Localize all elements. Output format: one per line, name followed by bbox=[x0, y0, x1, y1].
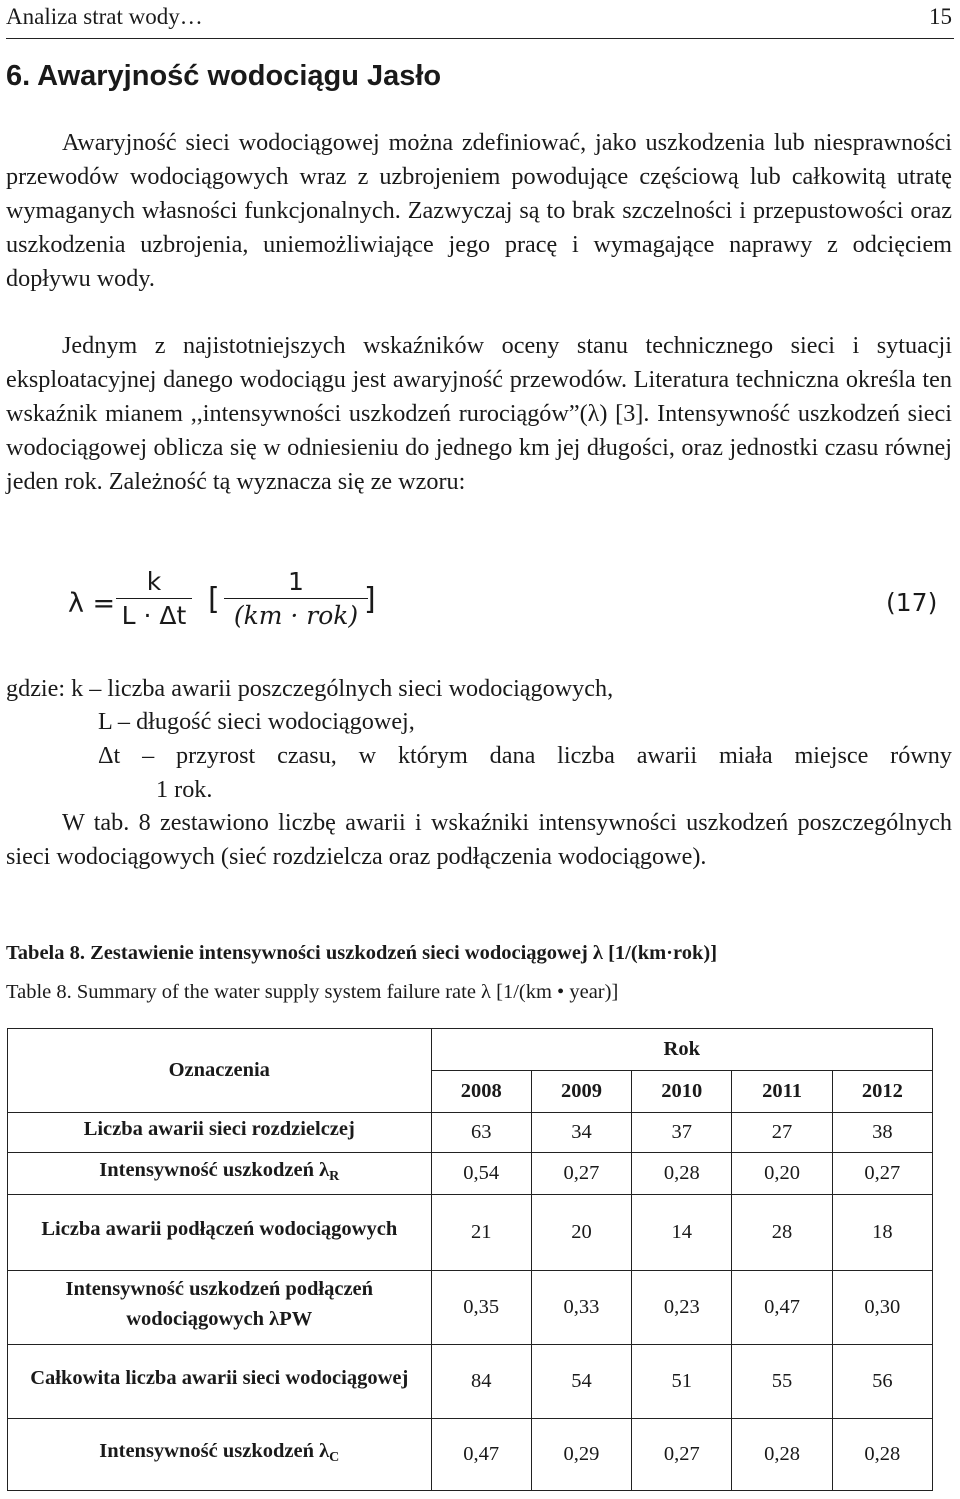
page-number: 15 bbox=[929, 4, 952, 29]
table-cell: 63 bbox=[431, 1113, 531, 1153]
definition-dt-cont: 1 rok. bbox=[156, 776, 213, 803]
table-cell: 21 bbox=[431, 1195, 531, 1271]
unit-bracket-close: ] bbox=[364, 582, 376, 617]
table-cell: 0,35 bbox=[431, 1271, 531, 1345]
table-cell: 34 bbox=[531, 1113, 631, 1153]
table-caption-en: Table 8. Summary of the water supply system failure rate λ [1/(km • year)] bbox=[6, 981, 619, 1003]
table-cell: 55 bbox=[732, 1345, 832, 1419]
formula-fraction-main bbox=[116, 566, 192, 633]
definition-dt: Δt – przyrost czasu, w którym dana liczba awarii miała miejsce równy bbox=[98, 742, 952, 769]
header-rok: Rok bbox=[431, 1029, 932, 1071]
table-row bbox=[8, 1113, 933, 1153]
definition-l: L – długość sieci wodociągowej, bbox=[98, 708, 415, 735]
table-row bbox=[8, 1345, 933, 1419]
unit-bracket-open: [ bbox=[208, 582, 220, 617]
table-cell: 28 bbox=[732, 1195, 832, 1271]
year-cell: 2008 bbox=[431, 1071, 531, 1113]
table-cell: 14 bbox=[632, 1195, 732, 1271]
table-cell: 0,27 bbox=[832, 1153, 932, 1195]
table-cell: 0,27 bbox=[632, 1419, 732, 1491]
table-cell: 20 bbox=[531, 1195, 631, 1271]
table-cell: 0,27 bbox=[531, 1153, 631, 1195]
unit-denominator: (km · rok) bbox=[233, 601, 359, 630]
table-cell: 0,20 bbox=[732, 1153, 832, 1195]
table-cell: 54 bbox=[531, 1345, 631, 1419]
table-cell: 0,28 bbox=[632, 1153, 732, 1195]
table-cell: 0,28 bbox=[732, 1419, 832, 1491]
running-title: Analiza strat wody… bbox=[6, 4, 203, 29]
table-cell: 0,28 bbox=[832, 1419, 932, 1491]
paragraph-definition: Awaryjność sieci wodociągowej można zdefiniować, jako uszkodzenia lub niesprawności przewodów wodociągowych wraz z uzbrojeniem powodujące częściową lub całkowitą utratę wymaganych własności funkcjonalnych. Zazwyczaj są to brak szczelności i przepustowości oraz uszkodzenia uzbrojenia, uniemożliwiające jego pracę i wymagające naprawy z odcięciem dopływu wody. bbox=[6, 129, 952, 292]
table-cell: 0,47 bbox=[732, 1271, 832, 1345]
failure-rate-table bbox=[7, 1028, 933, 1491]
formula-17 bbox=[60, 562, 960, 642]
table-cell: 84 bbox=[431, 1345, 531, 1419]
year-cell: 2011 bbox=[732, 1071, 832, 1113]
year-cell: 2012 bbox=[832, 1071, 932, 1113]
table-cell: 27 bbox=[732, 1113, 832, 1153]
row-label: Liczba awarii podłączeń wodociągowych bbox=[8, 1195, 432, 1271]
table-row bbox=[8, 1153, 933, 1195]
table-row bbox=[8, 1195, 933, 1271]
definition-k: gdzie: k – liczba awarii poszczególnych sieci wodociągowych, bbox=[6, 675, 614, 702]
table-row bbox=[8, 1419, 933, 1491]
table-cell: 0,54 bbox=[431, 1153, 531, 1195]
row-label: Intensywność uszkodzeń $\lambda_C$ bbox=[8, 1419, 432, 1491]
section-heading: 6. Awaryjność wodociągu Jasło bbox=[6, 60, 442, 92]
year-cell: 2009 bbox=[531, 1071, 631, 1113]
formula-fraction-unit bbox=[224, 566, 368, 633]
formula-lhs: λ = bbox=[68, 588, 116, 619]
table-cell: 0,30 bbox=[832, 1271, 932, 1345]
table-cell: 56 bbox=[832, 1345, 932, 1419]
table-cell: 38 bbox=[832, 1113, 932, 1153]
table-cell: 51 bbox=[632, 1345, 732, 1419]
equation-number: (17) bbox=[886, 588, 938, 617]
table-cell: 0,29 bbox=[531, 1419, 631, 1491]
table-cell: 0,33 bbox=[531, 1271, 631, 1345]
year-cell: 2010 bbox=[632, 1071, 732, 1113]
row-label: Intensywność uszkodzeń podłączeń wodociągowych λPW bbox=[8, 1271, 432, 1345]
table-cell: 37 bbox=[632, 1113, 732, 1153]
paragraph-table-intro: W tab. 8 zestawiono liczbę awarii i wskaźniki intensywności uszkodzeń poszczególnych sieci wodociągowych (sieć rozdzielcza oraz podłączenia wodociągowe). bbox=[6, 809, 952, 870]
row-label: Intensywność uszkodzeń $\lambda_R$ bbox=[8, 1153, 432, 1195]
fraction-numerator: k bbox=[146, 567, 162, 596]
table-cell: 0,23 bbox=[632, 1271, 732, 1345]
table-caption-pl: Tabela 8. Zestawienie intensywności uszkodzeń sieci wodociągowej λ [1/(km·rok)] bbox=[6, 942, 718, 964]
table-cell: 0,47 bbox=[431, 1419, 531, 1491]
row-label: Liczba awarii sieci rozdzielczej bbox=[8, 1113, 432, 1153]
page-header bbox=[6, 2, 954, 39]
table-header-row bbox=[8, 1029, 933, 1071]
paragraph-indicator: Jednym z najistotniejszych wskaźników oceny stanu technicznego sieci i sytuacji eksploatacyjnej danego wodociągu jest awaryjność przewodów. Literatura techniczna określa ten wskaźnik mianem ,,intensywności uszkodzeń rurociągów”(λ) [3]. Intensywność uszkodzeń sieci wodociągowej oblicza się w odniesieniu do jednego km jej długości, oraz jednostki czasu równej jeden rok. Zależność tą wyznacza się ze wzoru: bbox=[6, 332, 952, 495]
table-cell: 18 bbox=[832, 1195, 932, 1271]
table-row bbox=[8, 1271, 933, 1345]
row-label: Całkowita liczba awarii sieci wodociągowej bbox=[8, 1345, 432, 1419]
unit-numerator: 1 bbox=[288, 567, 304, 596]
fraction-denominator: L · Δt bbox=[121, 601, 187, 630]
header-oznaczenia: Oznaczenia bbox=[8, 1029, 432, 1113]
